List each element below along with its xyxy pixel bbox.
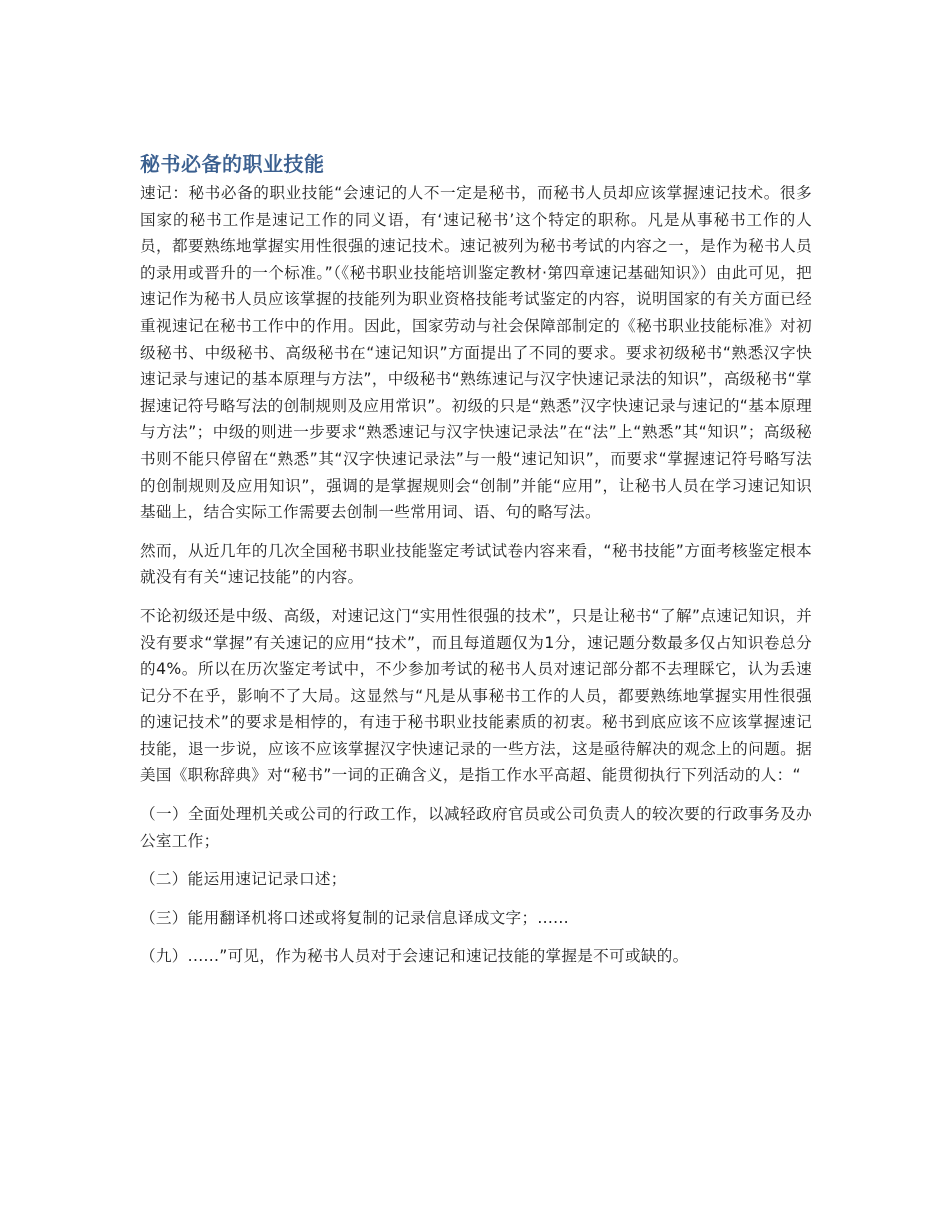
list-item-1: （一）全面处理机关或公司的行政工作，以减轻政府官员或公司负责人的较次要的行政事务及办公室工作； xyxy=(140,805,812,850)
list-item-9: （九）......”可见，作为秘书人员对于会速记和速记技能的掌握是不可或缺的。 xyxy=(140,947,689,966)
document-body xyxy=(140,148,812,982)
paragraph-intro: 速记：秘书必备的职业技能“会速记的人不一定是秘书，而秘书人员却应该掌握速记技术。很多国家的秘书工作是速记工作的同义语，有‘速记秘书’这个特定的职称。凡是从事秘书工作的人员，都要熟练地掌握实用性很强的速记技术。速记被列为秘书考试的内容之一，是作为秘书人员的录用或晋升的一个标准。”（《秘书职业技能培训鉴定教材·第四章速记基础知识》）由此可见，把速记作为秘书人员应该掌握的技能列为职业资格技能考试鉴定的内容，说明国家的有关方面已经重视速记在秘书工作中的作用。因此，国家劳动与社会保障部制定的《秘书职业技能标准》对初级秘书、中级秘书、高级秘书在“速记知识”方面提出了不同的要求。要求初级秘书“熟悉汉字快速记录与速记的基本原理与方法”，中级秘书“熟练速记与汉字快速记录法的知识”，高级秘书“掌握速记符号略写法的创制规则及应用常识”。初级的只是“熟悉”汉字快速记录与速记的“基本原理与方法”；中级的则进一步要求“熟悉速记与汉字快速记录法”在“法”上“熟悉”其“知识”；高级秘书则不能只停留在“熟悉”其“汉字快速记录法”与一般“速记知识”，而要求“掌握速记符号略写法的创制规则及应用知识”，强调的是掌握规则会“创制”并能“应用”，让秘书人员在学习速记知识基础上，结合实际工作需要去创制一些常用词、语、句的略写法。 xyxy=(140,184,812,522)
list-item-2: （二）能运用速记记录口述； xyxy=(140,870,347,889)
paragraph-exam-content: 然而，从近几年的几次全国秘书职业技能鉴定考试试卷内容来看，“秘书技能”方面考核鉴定根本就没有有关“速记技能”的内容。 xyxy=(140,541,812,587)
page-title: 秘书必备的职业技能 xyxy=(140,152,325,176)
paragraph-levels: 不论初级还是中级、高级，对速记这门“实用性很强的技术”，只是让秘书“了解”点速记知识，并没有要求“掌握”有关速记的应用“技术”，而且每道题仅为1分，速记题分数最多仅占知识卷总分的4%。所以在历次鉴定考试中，不少参加考试的秘书人员对速记部分都不去理睬它，认为丢速记分不在乎，影响不了大局。这显然与“凡是从事秘书工作的人员，都要熟练地掌握实用性很强的速记技术”的要求是相悖的，有违于秘书职业技能素质的初衷。秘书到底应该不应该掌握速记技能，退一步说，应该不应该掌握汉字快速记录的一些方法，这是亟待解决的观念上的问题。据美国《职称辞典》对“秘书”一词的正确含义，是指工作水平高超、能贯彻执行下列活动的人：“ xyxy=(140,606,812,785)
list-item-3: （三）能用翻译机将口述或将复制的记录信息译成文字；...... xyxy=(140,908,569,927)
